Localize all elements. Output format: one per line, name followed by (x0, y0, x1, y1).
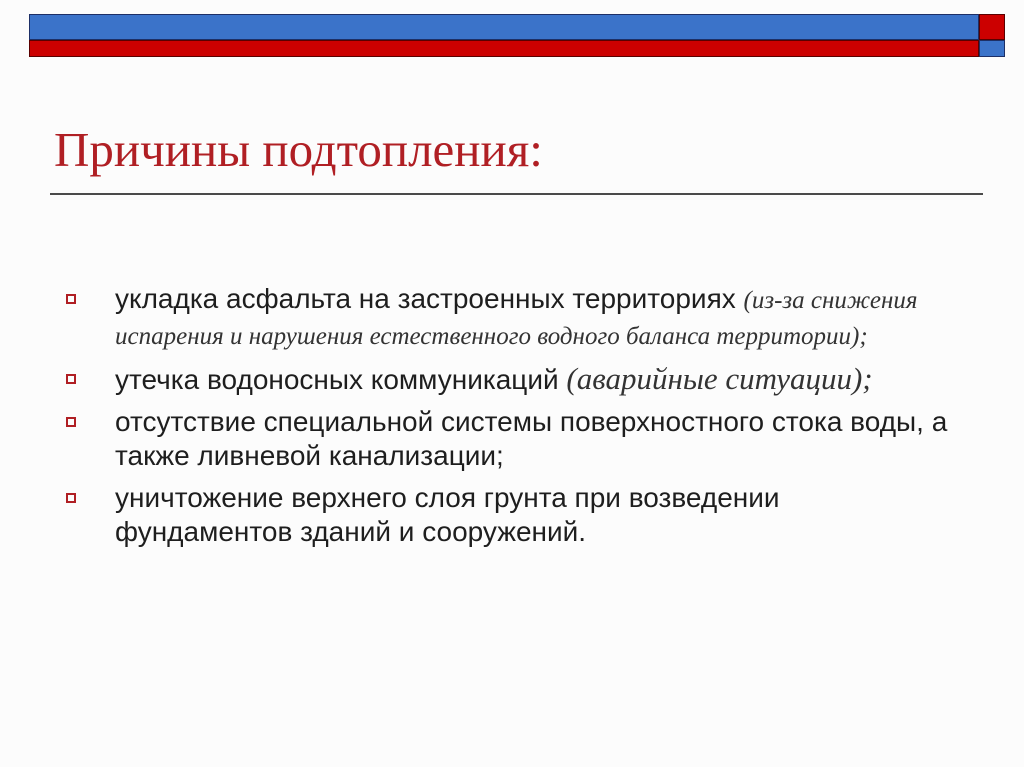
square-bullet-icon (66, 493, 76, 503)
bullet-text: отсутствие специальной системы поверхностного стока воды, а также ливневой канализации; (115, 406, 948, 471)
square-bullet-icon (66, 374, 76, 384)
bullet-note: (аварийные ситуации); (566, 361, 873, 396)
bullet-item (60, 362, 960, 397)
title-divider (50, 193, 983, 195)
bullet-item (60, 481, 960, 549)
bullet-list (60, 282, 960, 557)
bullet-item (60, 405, 960, 473)
bullet-text: укладка асфальта на застроенных территориях (115, 283, 744, 314)
slide-title: Причины подтопления: (54, 122, 543, 177)
bullet-item (60, 282, 960, 354)
square-bullet-icon (66, 294, 76, 304)
bullet-note: (из-за снижения испарения и нарушения естественного водного баланса территории); (115, 287, 918, 350)
header-square-red (979, 14, 1005, 40)
header-square-blue (979, 40, 1005, 57)
bullet-text: утечка водоносных коммуникаций (115, 364, 567, 395)
header-bar-blue (29, 14, 979, 40)
square-bullet-icon (66, 417, 76, 427)
bullet-text: уничтожение верхнего слоя грунта при возведении фундаментов зданий и сооружений. (115, 482, 780, 547)
header-bar-red (29, 40, 979, 57)
